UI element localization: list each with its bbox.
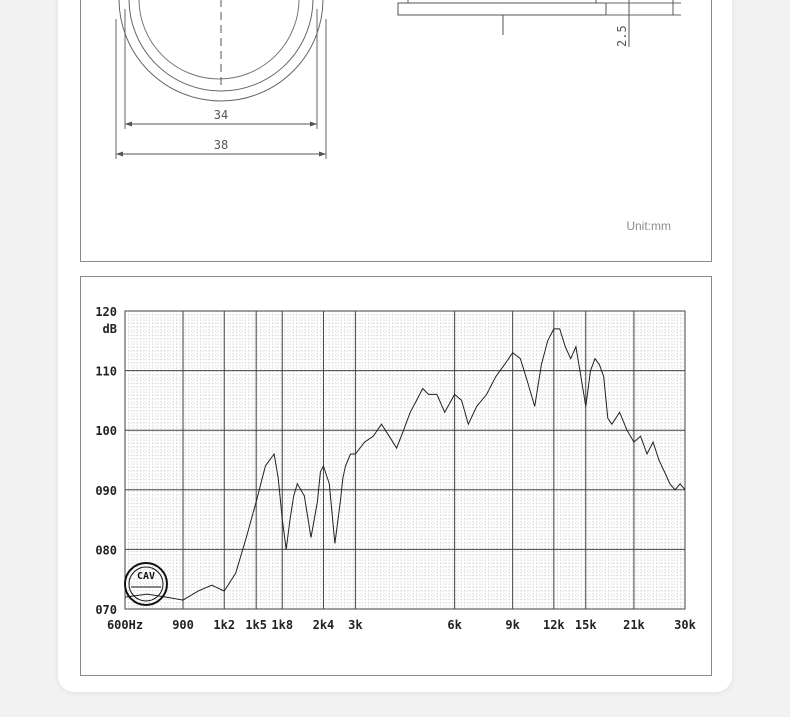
x-tick-label: 21k [623, 618, 645, 632]
frequency-response-panel [80, 276, 712, 676]
y-tick-label: 080 [95, 543, 117, 558]
plot-area [125, 311, 685, 609]
x-tick-label: 1k5 [245, 618, 268, 632]
dim-inner-label: 34 [213, 108, 229, 122]
x-tick-label: 15k [574, 618, 597, 632]
x-tick-label: 1k8 [271, 618, 294, 632]
x-tick-label: 2k4 [312, 618, 335, 632]
y-tick-label: 070 [95, 603, 117, 617]
x-tick-label: 600Hz [106, 618, 144, 632]
dim-outer-label: 38 [213, 138, 229, 152]
cav-stamp-text: CAV [136, 571, 156, 582]
y-tick-label: 100 [95, 424, 117, 439]
x-tick-label: 9k [505, 618, 520, 632]
frequency-response-chart [81, 277, 711, 675]
x-tick-label: 900 [172, 618, 194, 632]
y-axis-label: dB [102, 321, 117, 336]
y-tick-label: 090 [95, 483, 117, 498]
inner-circle [139, 0, 299, 79]
y-tick-label: 110 [95, 364, 117, 379]
x-tick-label: 12k [542, 618, 565, 632]
dimension-drawing-panel [80, 0, 712, 262]
x-tick-label: 30k [674, 618, 696, 632]
x-tick-label: 6k [447, 618, 462, 632]
dimension-drawing [81, 0, 711, 261]
y-tick-label: 120 [95, 305, 117, 319]
unit-label: Unit:mm [626, 219, 671, 233]
dim-height-label: 2.5 [615, 25, 629, 47]
x-tick-label: 1k2 [213, 618, 236, 632]
x-tick-label: 3k [348, 618, 363, 632]
side-view-base [398, 3, 606, 15]
